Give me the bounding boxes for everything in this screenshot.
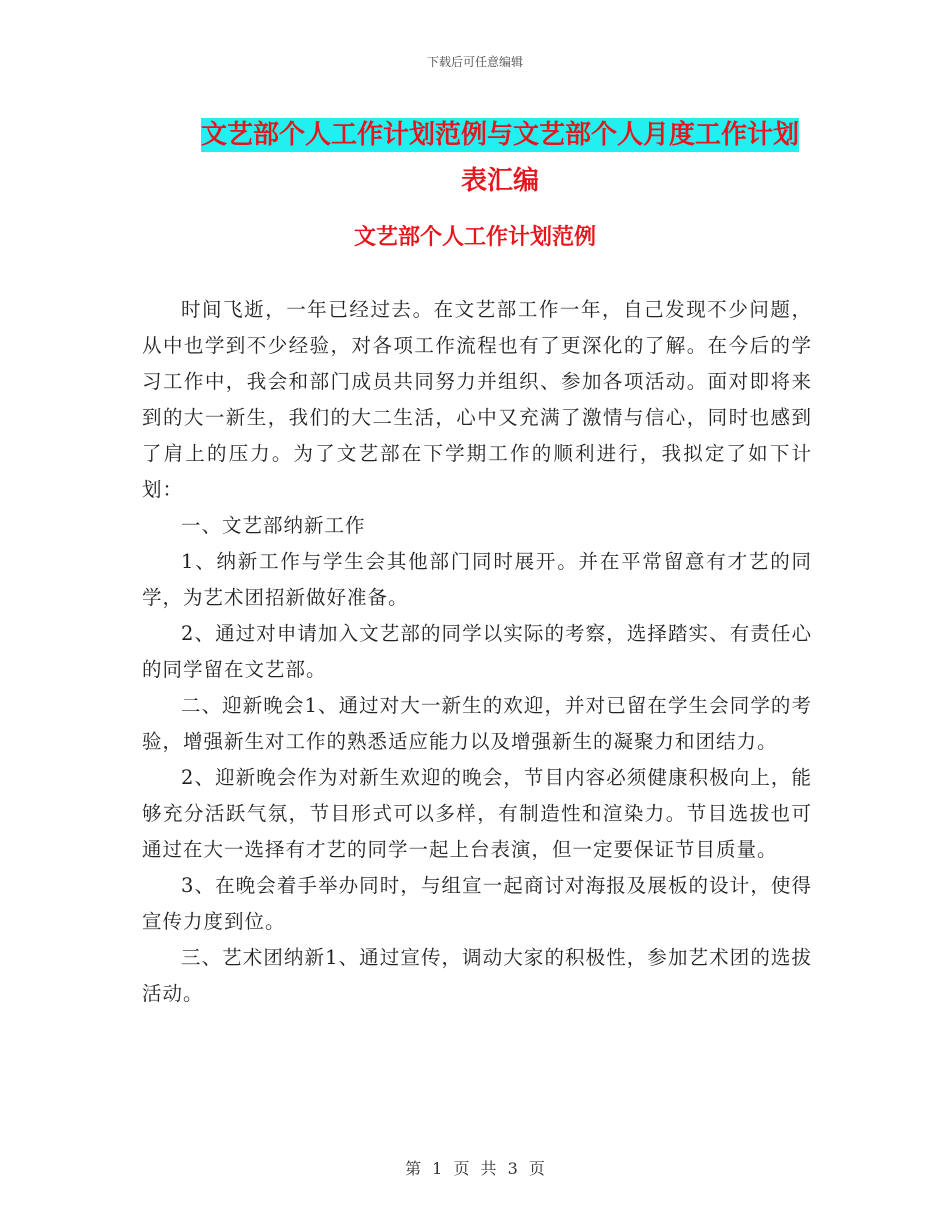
title-line-1: 文艺部个人工作计划范例与文艺部个人月度工作计划 xyxy=(200,120,799,150)
header-note: 下载后可任意编辑 xyxy=(426,55,523,69)
paragraph: 二、迎新晚会1、通过对大一新生的欢迎，并对已留在学生会同学的考验，增强新生对工作的熟悉适应能力以及增强新生的凝聚力和团结力。 xyxy=(142,694,812,753)
paragraph: 3、在晚会着手举办同时，与组宣一起商讨对海报及展板的设计，使得宣传力度到位。 xyxy=(142,874,812,933)
paragraph: 时间飞逝，一年已经过去。在文艺部工作一年，自己发现不少问题，从中也学到不少经验，对各项工作流程也有了更深化的了解。在今后的学习工作中，我会和部门成员共同努力并组织、参加各项活动。面对即将来到的大一新生，我们的大二生活，心中又充满了激情与信心，同时也感到了肩上的压力。为了文艺部在下学期工作的顺利进行，我拟定了如下计划： xyxy=(142,298,812,501)
document-title xyxy=(140,112,860,204)
paragraph: 2、通过对申请加入文艺部的同学以实际的考察，选择踏实、有责任心的同学留在文艺部。 xyxy=(142,622,812,681)
title-line-2: 表汇编 xyxy=(460,166,539,196)
paragraph: 1、纳新工作与学生会其他部门同时展开。并在平常留意有才艺的同学，为艺术团招新做好准备。 xyxy=(142,550,812,609)
paragraph: 一、文艺部纳新工作 xyxy=(181,514,366,537)
paragraph: 三、艺术团纳新1、通过宣传，调动大家的积极性，参加艺术团的选拔活动。 xyxy=(142,946,812,1005)
section-heading: 文艺部个人工作计划范例 xyxy=(353,224,596,250)
page-footer: 第 1 页 共 3 页 xyxy=(405,1159,545,1178)
body-text xyxy=(142,292,812,1012)
paragraph: 2、迎新晚会作为对新生欢迎的晚会，节目内容必须健康积极向上，能够充分活跃气氛，节目形式可以多样，有制造性和渲染力。节目选拔也可通过在大一选择有才艺的同学一起上台表演，但一定要保证节目质量。 xyxy=(142,766,812,861)
